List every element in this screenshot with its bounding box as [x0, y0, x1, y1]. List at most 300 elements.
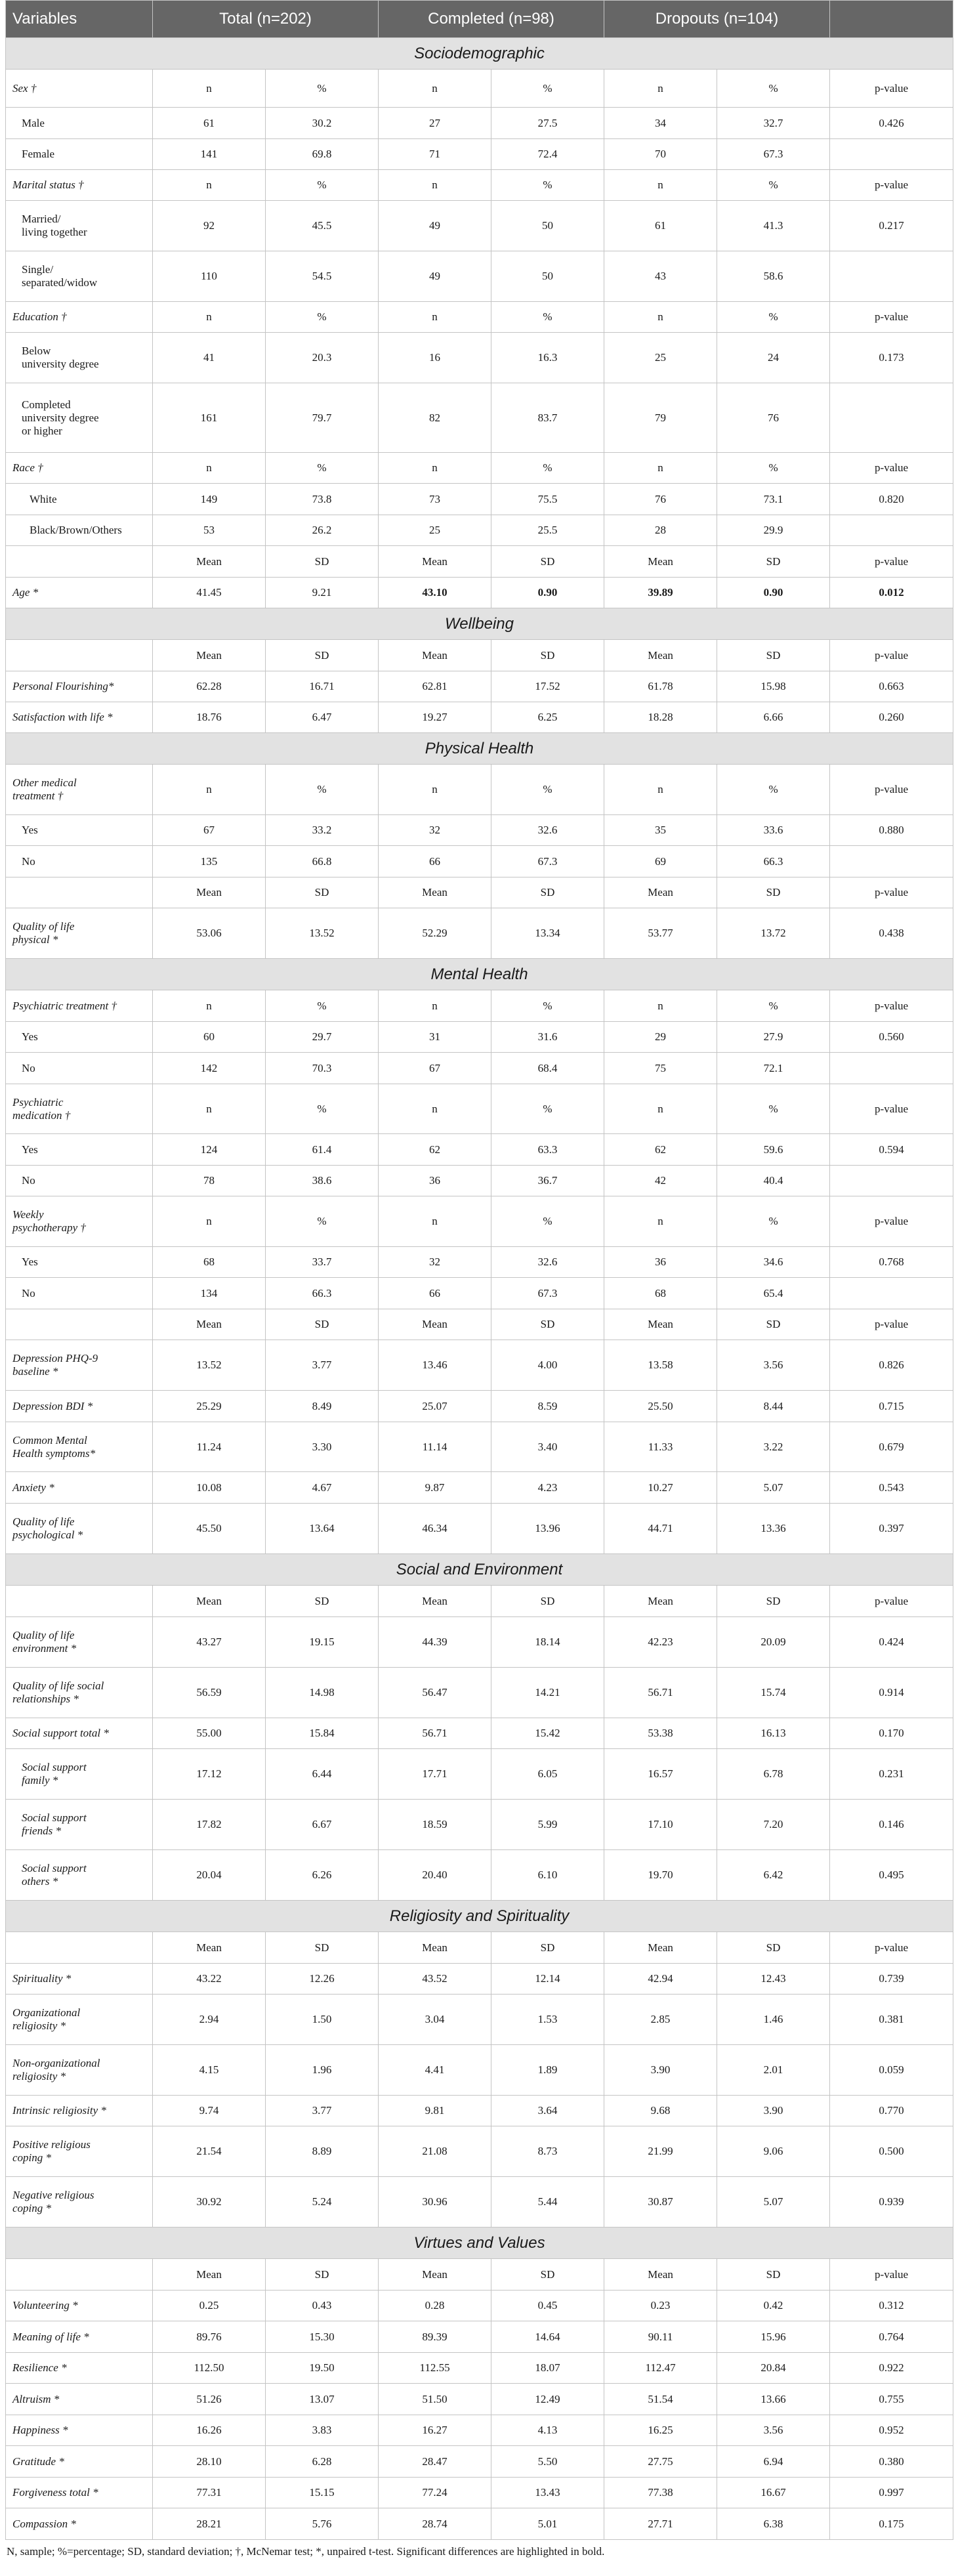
cell-dropouts-n: 17.10: [604, 1800, 717, 1850]
section-header-physical-health: [6, 733, 953, 765]
cell-total-pct: 3.30: [266, 1422, 379, 1472]
table-row: [6, 877, 953, 908]
cell-total-pct: 73.8: [266, 484, 379, 515]
cell-completed-n: 62.81: [379, 671, 491, 702]
section-header-sociodemographic: [6, 38, 953, 70]
cell-completed-n: 27: [379, 108, 491, 139]
cell-total-pct: 6.44: [266, 1749, 379, 1800]
row-label: Completed university degree or higher: [6, 383, 153, 453]
cell-dropouts-n: Mean: [604, 2259, 717, 2291]
row-label: Depression BDI *: [6, 1391, 153, 1422]
table-row: [6, 1166, 953, 1196]
cell-completed-n: 31: [379, 1022, 491, 1053]
cell-dropouts-n: 9.68: [604, 2096, 717, 2126]
cell-p-value: 0.381: [830, 1995, 953, 2045]
cell-completed-pct: 1.53: [491, 1995, 604, 2045]
cell-completed-pct: 4.00: [491, 1340, 604, 1391]
cell-total-pct: 66.3: [266, 1278, 379, 1309]
row-label: Happiness *: [6, 2415, 153, 2446]
row-label: Single/ separated/widow: [6, 251, 153, 302]
cell-p-value: p-value: [830, 640, 953, 671]
cell-dropouts-n: 27.75: [604, 2446, 717, 2478]
table-row: [6, 2478, 953, 2508]
cell-completed-n: 62: [379, 1134, 491, 1166]
cell-dropouts-pct: %: [717, 70, 830, 108]
cell-p-value: [830, 1278, 953, 1309]
cell-completed-n: 43.10: [379, 578, 491, 608]
row-label: Age *: [6, 578, 153, 608]
cell-dropouts-pct: 40.4: [717, 1166, 830, 1196]
cell-total-pct: SD: [266, 546, 379, 578]
section-header-social-and-environment: [6, 1554, 953, 1586]
cell-p-value: 0.739: [830, 1964, 953, 1995]
cell-dropouts-n: Mean: [604, 1309, 717, 1340]
section-header-mental-health: [6, 959, 953, 990]
cell-completed-pct: 50: [491, 201, 604, 251]
cell-total-n: 10.08: [153, 1472, 266, 1504]
row-label: [6, 2259, 153, 2291]
cell-completed-n: 11.14: [379, 1422, 491, 1472]
cell-total-pct: SD: [266, 1309, 379, 1340]
cell-p-value: 0.543: [830, 1472, 953, 1504]
table-row: [6, 2177, 953, 2228]
row-label: [6, 877, 153, 908]
cell-p-value: 0.997: [830, 2478, 953, 2508]
cell-completed-pct: 83.7: [491, 383, 604, 453]
cell-completed-n: 16: [379, 333, 491, 383]
cell-completed-pct: 8.59: [491, 1391, 604, 1422]
cell-completed-pct: 27.5: [491, 108, 604, 139]
cell-p-value: [830, 846, 953, 877]
cell-total-pct: 29.7: [266, 1022, 379, 1053]
row-label: Yes: [6, 1134, 153, 1166]
row-label: Married/ living together: [6, 201, 153, 251]
cell-completed-pct: 14.64: [491, 2321, 604, 2353]
cell-p-value: p-value: [830, 990, 953, 1022]
cell-completed-n: 71: [379, 139, 491, 170]
cell-p-value: p-value: [830, 1309, 953, 1340]
cell-completed-n: Mean: [379, 1309, 491, 1340]
cell-dropouts-n: 42.94: [604, 1964, 717, 1995]
cell-dropouts-n: 28: [604, 515, 717, 546]
table-row: [6, 578, 953, 608]
cell-completed-pct: 16.3: [491, 333, 604, 383]
row-label: Weekly psychotherapy †: [6, 1196, 153, 1247]
cell-dropouts-n: Mean: [604, 1932, 717, 1964]
cell-dropouts-n: n: [604, 1196, 717, 1247]
cell-p-value: 0.922: [830, 2353, 953, 2384]
cell-completed-n: 51.50: [379, 2384, 491, 2415]
cell-completed-pct: 31.6: [491, 1022, 604, 1053]
cell-total-n: Mean: [153, 2259, 266, 2291]
cell-dropouts-pct: 3.22: [717, 1422, 830, 1472]
cell-total-n: n: [153, 70, 266, 108]
cell-total-n: 112.50: [153, 2353, 266, 2384]
cell-completed-n: n: [379, 453, 491, 484]
row-label: Spirituality *: [6, 1964, 153, 1995]
row-label: Black/Brown/Others: [6, 515, 153, 546]
cell-completed-n: Mean: [379, 877, 491, 908]
cell-dropouts-n: 16.25: [604, 2415, 717, 2446]
cell-completed-n: n: [379, 765, 491, 815]
header-completed: Completed (n=98): [379, 1, 604, 38]
row-label: [6, 1932, 153, 1964]
cell-dropouts-pct: 72.1: [717, 1053, 830, 1084]
cell-dropouts-pct: 3.90: [717, 2096, 830, 2126]
row-label: Quality of life physical *: [6, 908, 153, 959]
table-row: [6, 1022, 953, 1053]
cell-p-value: p-value: [830, 170, 953, 201]
cell-total-n: 41.45: [153, 578, 266, 608]
table-row: [6, 1134, 953, 1166]
cell-dropouts-pct: 15.98: [717, 671, 830, 702]
row-label: Education †: [6, 302, 153, 333]
table-row: [6, 1053, 953, 1084]
cell-total-n: Mean: [153, 640, 266, 671]
cell-dropouts-n: 75: [604, 1053, 717, 1084]
cell-total-n: 28.10: [153, 2446, 266, 2478]
cell-p-value: 0.560: [830, 1022, 953, 1053]
cell-completed-pct: 4.23: [491, 1472, 604, 1504]
cell-p-value: 0.424: [830, 1617, 953, 1668]
cell-total-pct: 79.7: [266, 383, 379, 453]
cell-p-value: 0.438: [830, 908, 953, 959]
cell-dropouts-pct: 20.09: [717, 1617, 830, 1668]
cell-completed-pct: 1.89: [491, 2045, 604, 2096]
cell-completed-n: 82: [379, 383, 491, 453]
cell-p-value: [830, 251, 953, 302]
cell-total-n: 134: [153, 1278, 266, 1309]
table-row: [6, 1504, 953, 1554]
cell-completed-pct: 5.99: [491, 1800, 604, 1850]
cell-dropouts-pct: 5.07: [717, 1472, 830, 1504]
cell-completed-pct: 12.14: [491, 1964, 604, 1995]
row-label: Gratitude *: [6, 2446, 153, 2478]
cell-dropouts-pct: 15.96: [717, 2321, 830, 2353]
cell-total-pct: 6.28: [266, 2446, 379, 2478]
cell-total-pct: 61.4: [266, 1134, 379, 1166]
cell-total-pct: 6.67: [266, 1800, 379, 1850]
cell-completed-n: 43.52: [379, 1964, 491, 1995]
row-label: Quality of life social relationships *: [6, 1668, 153, 1718]
cell-total-n: n: [153, 765, 266, 815]
cell-dropouts-pct: SD: [717, 1586, 830, 1617]
cell-p-value: 0.173: [830, 333, 953, 383]
cell-dropouts-pct: 15.74: [717, 1668, 830, 1718]
cell-dropouts-n: Mean: [604, 640, 717, 671]
cell-p-value: 0.914: [830, 1668, 953, 1718]
cell-total-pct: 19.15: [266, 1617, 379, 1668]
table-row: [6, 1340, 953, 1391]
row-label: Sex †: [6, 70, 153, 108]
row-label: Negative religious coping *: [6, 2177, 153, 2228]
row-label: Psychiatric medication †: [6, 1084, 153, 1134]
cell-dropouts-pct: 33.6: [717, 815, 830, 846]
header-dropouts: Dropouts (n=104): [604, 1, 830, 38]
row-label: Organizational religiosity *: [6, 1995, 153, 2045]
cell-completed-pct: 15.42: [491, 1718, 604, 1749]
cell-completed-pct: 6.25: [491, 702, 604, 733]
cell-p-value: [830, 1166, 953, 1196]
cell-dropouts-pct: 73.1: [717, 484, 830, 515]
cell-p-value: p-value: [830, 1932, 953, 1964]
table-row: [6, 70, 953, 108]
row-label: Marital status †: [6, 170, 153, 201]
table-row: [6, 383, 953, 453]
cell-total-pct: 8.89: [266, 2126, 379, 2177]
table-row: [6, 908, 953, 959]
cell-dropouts-pct: 13.36: [717, 1504, 830, 1554]
cell-completed-n: 67: [379, 1053, 491, 1084]
cell-dropouts-n: 35: [604, 815, 717, 846]
cell-total-n: 25.29: [153, 1391, 266, 1422]
cell-total-n: 55.00: [153, 1718, 266, 1749]
cell-total-pct: 5.24: [266, 2177, 379, 2228]
row-label: No: [6, 1278, 153, 1309]
cell-completed-n: 9.81: [379, 2096, 491, 2126]
cell-completed-n: n: [379, 1084, 491, 1134]
cell-completed-pct: SD: [491, 640, 604, 671]
table-row: [6, 2096, 953, 2126]
cell-dropouts-pct: 32.7: [717, 108, 830, 139]
cell-p-value: 0.768: [830, 1247, 953, 1278]
row-label: Meaning of life *: [6, 2321, 153, 2353]
cell-p-value: 0.012: [830, 578, 953, 608]
row-label: Non-organizational religiosity *: [6, 2045, 153, 2096]
cell-p-value: p-value: [830, 546, 953, 578]
cell-completed-n: 77.24: [379, 2478, 491, 2508]
cell-completed-pct: 0.90: [491, 578, 604, 608]
cell-total-pct: 54.5: [266, 251, 379, 302]
table-row: [6, 1196, 953, 1247]
cell-p-value: 0.952: [830, 2415, 953, 2446]
cell-dropouts-n: 36: [604, 1247, 717, 1278]
cell-p-value: 0.826: [830, 1340, 953, 1391]
cell-dropouts-pct: %: [717, 170, 830, 201]
cell-total-n: Mean: [153, 1586, 266, 1617]
cell-dropouts-n: Mean: [604, 1586, 717, 1617]
cell-dropouts-n: 30.87: [604, 2177, 717, 2228]
row-label: Social support others *: [6, 1850, 153, 1901]
cell-total-pct: 20.3: [266, 333, 379, 383]
cell-dropouts-n: 25: [604, 333, 717, 383]
cell-completed-n: n: [379, 302, 491, 333]
cell-total-n: n: [153, 990, 266, 1022]
cell-completed-n: 44.39: [379, 1617, 491, 1668]
cell-completed-pct: %: [491, 990, 604, 1022]
row-label: [6, 640, 153, 671]
cell-completed-pct: 17.52: [491, 671, 604, 702]
cell-dropouts-n: 42.23: [604, 1617, 717, 1668]
cell-completed-pct: 36.7: [491, 1166, 604, 1196]
cell-total-pct: 1.96: [266, 2045, 379, 2096]
cell-dropouts-n: 21.99: [604, 2126, 717, 2177]
cell-dropouts-pct: 12.43: [717, 1964, 830, 1995]
table-row: [6, 1084, 953, 1134]
cell-completed-n: 32: [379, 1247, 491, 1278]
cell-dropouts-pct: 8.44: [717, 1391, 830, 1422]
cell-completed-n: 73: [379, 484, 491, 515]
cell-total-pct: %: [266, 70, 379, 108]
cell-total-pct: 38.6: [266, 1166, 379, 1196]
cell-completed-pct: SD: [491, 1586, 604, 1617]
cell-completed-pct: 25.5: [491, 515, 604, 546]
cell-dropouts-pct: 29.9: [717, 515, 830, 546]
cell-p-value: 0.146: [830, 1800, 953, 1850]
row-label: Yes: [6, 1247, 153, 1278]
cell-dropouts-pct: SD: [717, 1309, 830, 1340]
row-label: Social support family *: [6, 1749, 153, 1800]
cell-completed-n: n: [379, 70, 491, 108]
table-row: [6, 139, 953, 170]
cell-total-n: 16.26: [153, 2415, 266, 2446]
cell-total-pct: 30.2: [266, 108, 379, 139]
table-row: [6, 765, 953, 815]
cell-completed-pct: %: [491, 302, 604, 333]
cell-total-n: 9.74: [153, 2096, 266, 2126]
cell-total-pct: 5.76: [266, 2508, 379, 2540]
cell-completed-n: Mean: [379, 1932, 491, 1964]
cell-dropouts-pct: %: [717, 990, 830, 1022]
cell-dropouts-n: 29: [604, 1022, 717, 1053]
cell-total-pct: %: [266, 990, 379, 1022]
cell-dropouts-pct: 0.90: [717, 578, 830, 608]
cell-dropouts-pct: 6.42: [717, 1850, 830, 1901]
cell-total-pct: 6.47: [266, 702, 379, 733]
cell-dropouts-pct: 6.38: [717, 2508, 830, 2540]
cell-total-n: 53.06: [153, 908, 266, 959]
cell-total-n: 21.54: [153, 2126, 266, 2177]
cell-dropouts-n: 18.28: [604, 702, 717, 733]
cell-total-n: 51.26: [153, 2384, 266, 2415]
cell-dropouts-n: 34: [604, 108, 717, 139]
cell-dropouts-pct: %: [717, 765, 830, 815]
cell-dropouts-pct: 59.6: [717, 1134, 830, 1166]
cell-total-n: 43.22: [153, 1964, 266, 1995]
cell-p-value: 0.426: [830, 108, 953, 139]
table-row: [6, 1850, 953, 1901]
cell-completed-pct: 0.45: [491, 2291, 604, 2321]
table-row: [6, 1749, 953, 1800]
row-label: Forgiveness total *: [6, 2478, 153, 2508]
table-row: [6, 333, 953, 383]
cell-completed-pct: 3.40: [491, 1422, 604, 1472]
cell-total-n: 56.59: [153, 1668, 266, 1718]
cell-completed-pct: %: [491, 70, 604, 108]
cell-total-pct: 33.7: [266, 1247, 379, 1278]
cell-completed-pct: 68.4: [491, 1053, 604, 1084]
cell-p-value: p-value: [830, 70, 953, 108]
table-row: [6, 1800, 953, 1850]
table-row: [6, 170, 953, 201]
row-label: Quality of life environment *: [6, 1617, 153, 1668]
header-variables: Variables: [6, 1, 153, 38]
cell-dropouts-n: 0.23: [604, 2291, 717, 2321]
cell-completed-n: 4.41: [379, 2045, 491, 2096]
cell-total-n: 45.50: [153, 1504, 266, 1554]
cell-p-value: 0.939: [830, 2177, 953, 2228]
table-row: [6, 815, 953, 846]
cell-completed-n: 13.46: [379, 1340, 491, 1391]
cell-total-n: 17.82: [153, 1800, 266, 1850]
cell-completed-pct: 6.05: [491, 1749, 604, 1800]
cell-p-value: p-value: [830, 877, 953, 908]
cell-dropouts-n: 69: [604, 846, 717, 877]
row-label: Psychiatric treatment †: [6, 990, 153, 1022]
cell-p-value: [830, 383, 953, 453]
cell-total-n: 43.27: [153, 1617, 266, 1668]
table-row: [6, 1422, 953, 1472]
cell-p-value: 0.715: [830, 1391, 953, 1422]
cell-dropouts-n: 76: [604, 484, 717, 515]
cell-dropouts-pct: 76: [717, 383, 830, 453]
cell-total-n: 142: [153, 1053, 266, 1084]
table-row: [6, 201, 953, 251]
row-label: Compassion *: [6, 2508, 153, 2540]
cell-dropouts-n: 42: [604, 1166, 717, 1196]
table-row: [6, 1964, 953, 1995]
cell-completed-pct: SD: [491, 1309, 604, 1340]
header-pvalue: [830, 1, 953, 38]
table-row: [6, 1617, 953, 1668]
cell-dropouts-n: 11.33: [604, 1422, 717, 1472]
cell-completed-pct: 18.14: [491, 1617, 604, 1668]
section-title: Physical Health: [6, 733, 953, 765]
cell-total-pct: 33.2: [266, 815, 379, 846]
cell-completed-pct: 14.21: [491, 1668, 604, 1718]
section-header-wellbeing: [6, 608, 953, 640]
cell-p-value: 0.231: [830, 1749, 953, 1800]
cell-completed-n: 20.40: [379, 1850, 491, 1901]
row-label: Social support friends *: [6, 1800, 153, 1850]
cell-p-value: 0.312: [830, 2291, 953, 2321]
section-header-religiosity-and-spirituality: [6, 1901, 953, 1932]
table-row: [6, 640, 953, 671]
cell-total-n: n: [153, 1084, 266, 1134]
row-label: Intrinsic religiosity *: [6, 2096, 153, 2126]
section-title: Sociodemographic: [6, 38, 953, 70]
cell-dropouts-n: n: [604, 453, 717, 484]
row-label: Race †: [6, 453, 153, 484]
cell-completed-pct: 75.5: [491, 484, 604, 515]
cell-completed-pct: 67.3: [491, 846, 604, 877]
cell-completed-pct: SD: [491, 546, 604, 578]
cell-dropouts-pct: %: [717, 1084, 830, 1134]
cell-dropouts-pct: 5.07: [717, 2177, 830, 2228]
row-label: Anxiety *: [6, 1472, 153, 1504]
cell-p-value: 0.663: [830, 671, 953, 702]
cell-total-n: 30.92: [153, 2177, 266, 2228]
cell-dropouts-n: Mean: [604, 546, 717, 578]
cell-completed-pct: SD: [491, 1932, 604, 1964]
table-row: [6, 1278, 953, 1309]
cell-dropouts-pct: 6.66: [717, 702, 830, 733]
cell-completed-n: 52.29: [379, 908, 491, 959]
cell-total-n: 18.76: [153, 702, 266, 733]
cell-total-n: 135: [153, 846, 266, 877]
row-label: Altruism *: [6, 2384, 153, 2415]
row-label: [6, 1309, 153, 1340]
cell-total-n: 0.25: [153, 2291, 266, 2321]
row-label: [6, 546, 153, 578]
row-label: Personal Flourishing*: [6, 671, 153, 702]
row-label: Quality of life psychological *: [6, 1504, 153, 1554]
table-row: [6, 2384, 953, 2415]
cell-total-n: 110: [153, 251, 266, 302]
cell-dropouts-pct: SD: [717, 2259, 830, 2291]
header-total: Total (n=202): [153, 1, 379, 38]
cell-total-pct: %: [266, 1196, 379, 1247]
